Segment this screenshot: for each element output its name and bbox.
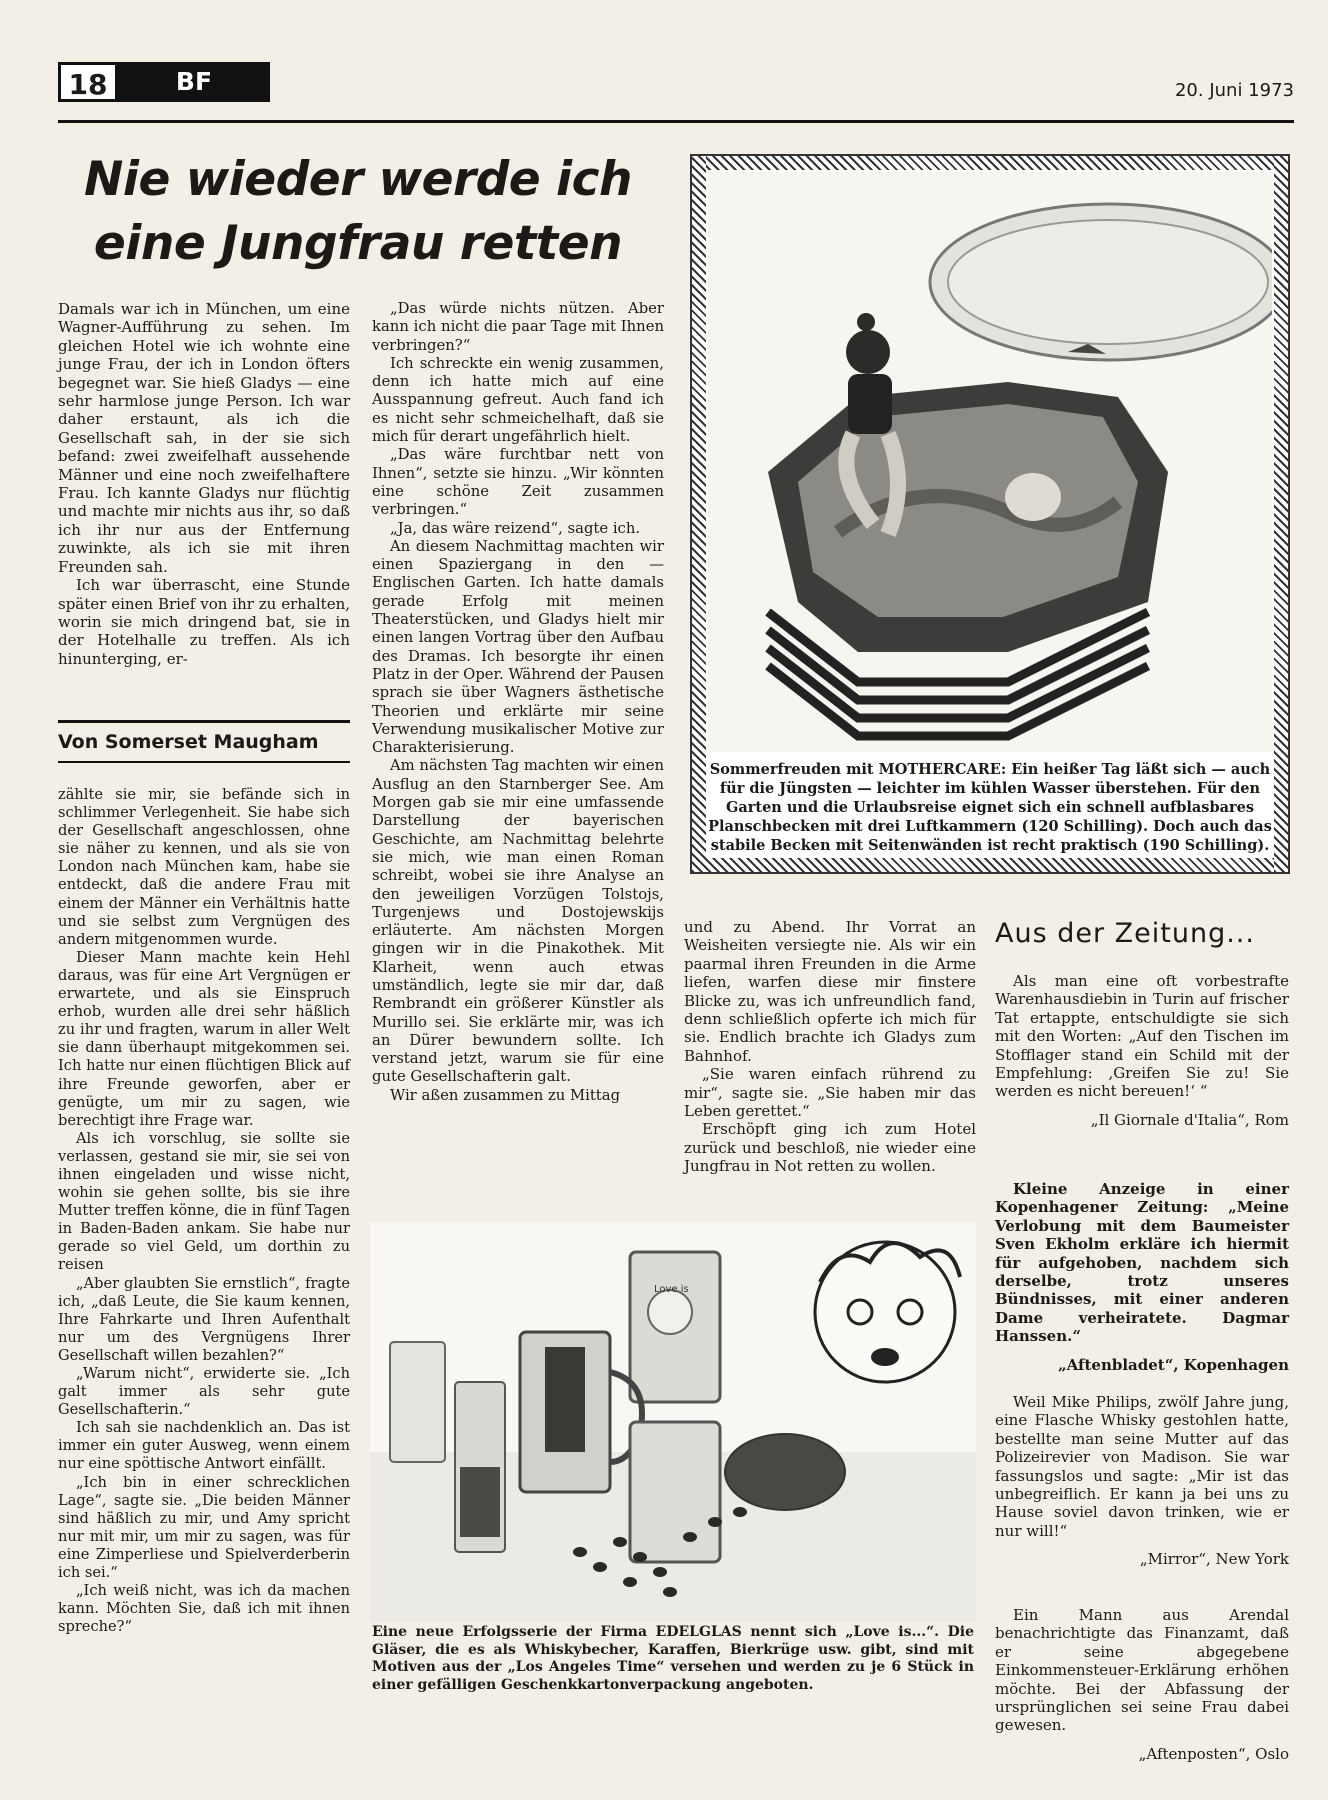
paragraph: Erschöpft ging ich zum Hotel zurück und beschloß, nie wieder eine Jungfrau in Not retten zu wollen. bbox=[684, 1120, 976, 1176]
issue-date: 20. Juni 1973 bbox=[1174, 80, 1294, 101]
paragraph: Damals war ich in München, um eine Wagner-Aufführung zu sehen. Im gleichen Hotel wie ich wohnte eine junge Frau, der ich in London öfters begegnet war. Sie hieß Gladys — eine sehr harmlose junge Person. Ich war daher erstaunt, als ich die Gesellschaft sah, in der sie sich befand: zwei zweifelhaft aussehende Männer und eine noch zweifelhaftere Frau. Ich kannte Gladys nur flüchtig und machte mir nichts aus ihr, so daß ich ihr nur aus der Entfernung zuwinkte, als ich sie mit ihren Freunden sah. bbox=[58, 300, 350, 576]
paragraph: Ich schreckte ein wenig zusammen, denn ich hatte mich auf eine Ausspannung gefreut. Auch fand ich es nicht sehr schmeichelhaft, daß sie mich für derart ungefährlich hielt. bbox=[372, 354, 664, 446]
paragraph: Dieser Mann machte kein Hehl daraus, was für eine Art Vergnügen er erwartete, und als sie Einspruch erhob, wurden alle drei sehr häßlich zu ihr und fragten, warum in aller Welt sie dann überhaupt mitgekommen sei. Ich hatte nur einen flüchtigen Blick auf ihre Freunde geworfen, aber er genügte, um mir zu sagen, wie berechtigt ihre Frage war. bbox=[58, 948, 350, 1129]
news-source: „Aftenposten“, Oslo bbox=[1138, 1744, 1289, 1763]
section-label: BF bbox=[118, 62, 270, 102]
news-item-1 bbox=[995, 972, 1289, 1129]
news-item-3 bbox=[995, 1393, 1289, 1569]
paragraph: Als ich vorschlug, sie sollte sie verlassen, gestand sie mir, sie sei von ihnen eingeladen und wisse nicht, wohin sie gehen sollte, bis sie ihre Mutter treffen könne, die in fünf Tagen in Baden-Baden ankam. Sie habe nur gerade so viel Geld, um dorthin zu reisen bbox=[58, 1129, 350, 1274]
article-col2 bbox=[372, 300, 664, 1105]
headline-line-2: eine Jungfrau retten bbox=[93, 216, 623, 271]
paragraph: Ich war überrascht, eine Stunde später einen Brief von ihr zu erhalten, worin sie mich dringend bat, sie in der Hotelhalle zu treffen. Als ich hinunterging, er- bbox=[58, 576, 350, 668]
paragraph: Am nächsten Tag machten wir einen Ausflug an den Starnberger See. Am Morgen gab sie mir eine umfassende Darstellung der bayerischen Geschichte, am Nachmittag belehrte sie mich, wie man einen Roman schreibt, wobei sie ihre Analyse an den jeweiligen Vorzügen Tolstojs, Turgenjews und Dostojewskijs erläuterte. Am nächsten Morgen gingen wir in die Pinakothek. Mit Klarheit, wenn auch etwas umständlich, legte sie mir dar, daß Rembrandt ein größerer Künstler als Murillo sei. Sie erklärte mir, was ich an Dürer bewundern sollte. Ich verstand jetzt, warum sie für eine gute Gesellschafterin galt. bbox=[372, 757, 664, 1086]
article-col1-bottom bbox=[58, 786, 350, 1636]
paragraph: Ich sah sie nachdenklich an. Das ist immer ein guter Ausweg, wenn einem nur eine spöttische Antwort einfällt. bbox=[58, 1419, 350, 1473]
headline-line-1: Nie wieder werde ich bbox=[84, 152, 632, 207]
news-text: Als man eine oft vorbestrafte Warenhausdiebin in Turin auf frischer Tat ertappte, entschuldigte sie sich mit den Worten: „Auf den Tischen im Stofflager stand ein Schild mit der Empfehlung: ‚Greifen Sie zu! Sie werden es nicht bereuen!‘ “ bbox=[995, 972, 1289, 1101]
paragraph: und zu Abend. Ihr Vorrat an Weisheiten versiegte nie. Als wir ein paarmal ihren Freunden in die Arme liefen, warfen diese mir finstere Blicke zu, was ich unfreundlich fand, denn schließlich opferte ich mich für sie. Endlich brachte ich Gladys zum Bahnhof. bbox=[684, 918, 976, 1065]
paragraph: zählte sie mir, sie befände sich in schlimmer Verlegenheit. Sie habe sich der Gesellschaft angeschlossen, ohne sie näher zu kennen, und als sie von London nach München kam, habe sie entdeckt, daß die andere Frau mit einem der Männer ein Verhältnis hatte und sie selbst zum Vergnügen des andern mitgenommen wurde. bbox=[58, 786, 350, 948]
article-col3 bbox=[684, 918, 976, 1176]
headline bbox=[58, 148, 658, 276]
paragraph: Wir aßen zusammen zu Mittag bbox=[390, 1086, 621, 1104]
paragraph: „Das wäre furchtbar nett von Ihnen“, setzte sie hinzu. „Wir könnten eine schöne Zeit zusammen verbringen.“ bbox=[372, 446, 664, 519]
paragraph: „Das würde nichts nützen. Aber kann ich nicht die paar Tage mit Ihnen verbringen?“ bbox=[372, 300, 664, 354]
byline: Von Somerset Maugham bbox=[58, 731, 319, 753]
aus-der-zeitung-title: Aus der Zeitung... bbox=[995, 918, 1255, 949]
news-source: „Mirror“, New York bbox=[1139, 1550, 1289, 1569]
paragraph: „Warum nicht“, erwiderte sie. „Ich galt immer als sehr gute Gesellschafterin.“ bbox=[58, 1365, 350, 1419]
header-rule bbox=[58, 120, 1294, 123]
paragraph: An diesem Nachmittag machten wir einen Spaziergang in den — Englischen Garten. Ich hatte damals gerade Erfolg mit meinen Theaterstücken, und Gladys hielt mir einen langen Vortrag über den Aufbau des Dramas. Ich besorgte ihr einen Platz in der Oper. Während der Pausen sprach sie über Wagners ästhetische Theorien und erklärte mir seine Verwendung musikalischer Motive zur Charakterisierung. bbox=[372, 537, 664, 757]
paragraph: „Ich weiß nicht, was ich da machen kann. Möchten Sie, daß ich mit ihnen spreche?“ bbox=[58, 1582, 350, 1636]
glasses-photo bbox=[370, 1222, 976, 1622]
news-item-2 bbox=[995, 1180, 1289, 1374]
news-text: Ein Mann aus Arendal benachrichtigte das Finanzamt, daß er seine abgegebene Einkommensteuer-Erklärung erhöhen möchte. Bei der Abfassung der ursprünglichen sei seine Frau dabei gewesen. bbox=[995, 1606, 1289, 1735]
edelglas-photo bbox=[370, 1222, 976, 1622]
news-text: Weil Mike Philips, zwölf Jahre jung, eine Flasche Whisky gestohlen hatte, bestellte man seine Mutter auf das Polizeirevier von Madison. Sie war fassungslos und sagte: „Mir ist das unbegreiflich. Er kann ja bei uns zu Hause soviel davon trinken, wie er nur will!“ bbox=[995, 1393, 1289, 1540]
paragraph: „Ja, das wäre reizend“, sagte ich. bbox=[390, 519, 641, 537]
news-source: „Aftenbladet“, Kopenhagen bbox=[1058, 1355, 1289, 1374]
news-source: „Il Giornale d'Italia“, Rom bbox=[1090, 1110, 1289, 1129]
paragraph: „Ich bin in einer schrecklichen Lage“, sagte sie. „Die beiden Männer sind häßlich zu mir, und Amy spricht nur mit mir, um mir zu sagen, was für eine Zimperliese und Spielverderberin ich sei.“ bbox=[58, 1473, 350, 1582]
article-col1-top bbox=[58, 300, 350, 668]
page-number: 18 bbox=[58, 62, 118, 102]
news-item-4 bbox=[995, 1606, 1289, 1763]
news-text: Kleine Anzeige in einer Kopenhagener Zeitung: „Meine Verlobung mit dem Baumeister Sven Ekholm erkläre ich hiermit für aufgehoben, nachdem sich derselbe, trotz unseres Bündnisses, mit einer anderen Dame verheiratete. Dagmar Hanssen.“ bbox=[995, 1180, 1289, 1346]
mothercare-caption: Sommerfreuden mit MOTHERCARE: Ein heißer Tag läßt sich — auch für die Jüngsten — leichter im kühlen Wasser überstehen. Für den Garten und die Urlaubsreise eignet sich ein schnell aufblasbares Planschbecken mit drei Luftkammern (120 Schilling). Doch auch das stabile Becken mit Seitenwänden ist recht praktisch (190 Schilling). bbox=[708, 761, 1272, 854]
paddling-pool-photo bbox=[708, 172, 1272, 752]
glass-label: Love is bbox=[654, 1284, 689, 1295]
paragraph: „Sie waren einfach rührend zu mir“, sagte sie. „Sie haben mir das Leben gerettet.“ bbox=[684, 1065, 976, 1121]
byline-box bbox=[58, 720, 350, 763]
paragraph: „Aber glaubten Sie ernstlich“, fragte ich, „daß Leute, die Sie kaum kennen, Ihre Fahrkarte und Ihren Aufenthalt nur um des Vergnügens Ihrer Gesellschaft willen bezahlen?“ bbox=[58, 1274, 350, 1364]
edelglas-caption: Eine neue Erfolgsserie der Firma EDELGLAS nennt sich „Love is...“. Die Gläser, die es als Whiskybecher, Karaffen, Bierkrüge usw. gibt, sind mit Motiven aus der „Los Angeles Time“ versehen und werden zu je 6 Stück in einer gefälligen Geschenkkartonverpackung angeboten. bbox=[372, 1624, 974, 1693]
